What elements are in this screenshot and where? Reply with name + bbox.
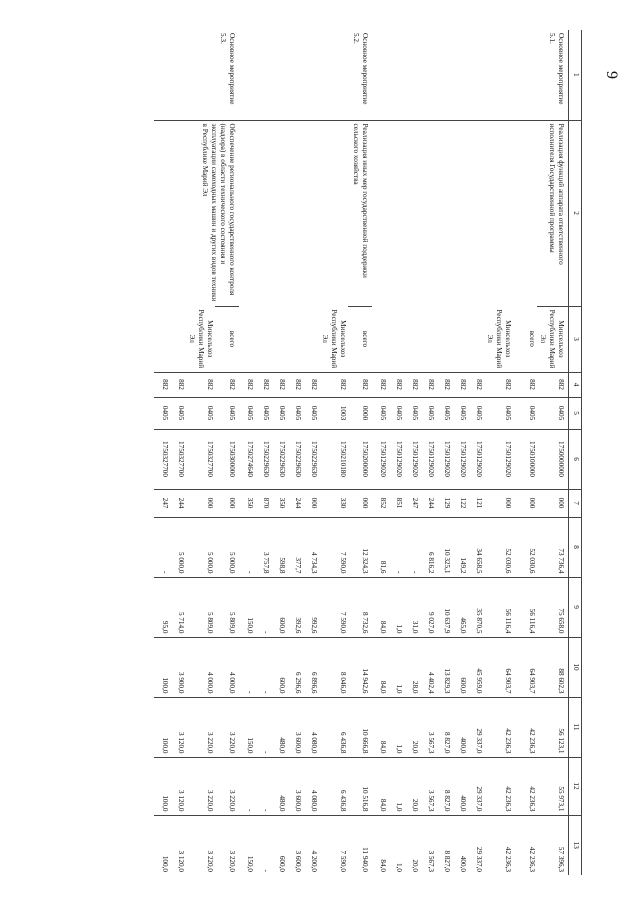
budget-code-cell: 882 [215, 372, 239, 397]
amount-cell: 20,0 [404, 815, 420, 875]
budget-code-cell: 852 [372, 489, 388, 517]
column-number-header: 5 [569, 397, 582, 429]
budget-code-cell: 1750129020 [372, 429, 388, 489]
executor-cell: всего [348, 306, 372, 372]
budget-code-cell: 882 [186, 372, 215, 397]
budget-code-cell: 000 [348, 489, 372, 517]
budget-code-cell: 350 [271, 489, 287, 517]
column-number-header: 10 [569, 637, 582, 697]
executor-cell [271, 306, 287, 372]
amount-cell: 45 959,0 [468, 637, 484, 697]
executor-cell [388, 306, 404, 372]
amount-cell: 10 325,1 [436, 517, 452, 577]
budget-code-cell: 882 [303, 372, 319, 397]
budget-code-cell: 0405 [271, 397, 287, 429]
amount-cell: 9 027,0 [420, 577, 436, 637]
budget-code-cell: 0405 [452, 397, 468, 429]
amount-cell: 100,0 [154, 815, 170, 875]
amount-cell: - [239, 517, 255, 577]
budget-code-cell: 1750327700 [186, 429, 215, 489]
amount-cell: 3 220,0 [215, 697, 239, 757]
amount-cell: 3 120,0 [170, 697, 186, 757]
budget-code-cell: 882 [404, 372, 420, 397]
budget-code-cell: 122 [452, 489, 468, 517]
budget-code-cell: 129 [436, 489, 452, 517]
column-number-header: 7 [569, 489, 582, 517]
budget-code-cell: 1750129020 [468, 429, 484, 489]
budget-code-cell: 1003 [319, 397, 348, 429]
amount-cell: 84,0 [372, 637, 388, 697]
executor-cell: Минсельхоз Республики Марий Эл [486, 309, 512, 369]
amount-cell: 84,0 [372, 757, 388, 815]
budget-code-cell: 882 [372, 372, 388, 397]
amount-cell: 4 734,3 [303, 517, 319, 577]
column-number-header: 2 [569, 120, 582, 306]
amount-cell: 20,0 [404, 697, 420, 757]
amount-cell: 7 590,0 [319, 815, 348, 875]
amount-cell: 4 000,0 [215, 637, 239, 697]
amount-cell: 6 816,2 [420, 517, 436, 577]
amount-cell: 4 000,0 [186, 637, 215, 697]
budget-code-cell: 870 [255, 489, 271, 517]
executor-cell [468, 306, 484, 372]
budget-code-cell: 244 [420, 489, 436, 517]
table-row [348, 30, 372, 875]
executor-cell [303, 306, 319, 372]
amount-cell: 3 220,0 [186, 697, 215, 757]
budget-code-cell: 1750274640 [239, 429, 255, 489]
amount-cell: - [255, 577, 271, 637]
amount-cell: 8 046,0 [319, 637, 348, 697]
budget-code-cell: 000 [186, 489, 215, 517]
budget-code-cell: 882 [287, 372, 303, 397]
amount-cell: 56 116,4 [484, 577, 513, 637]
amount-cell: 1,0 [388, 577, 404, 637]
amount-cell: 5 714,0 [170, 577, 186, 637]
amount-cell: 4 402,4 [420, 637, 436, 697]
amount-cell: 1,0 [388, 815, 404, 875]
table-row [215, 30, 239, 875]
amount-cell: - [239, 757, 255, 815]
amount-cell: 150,0 [239, 577, 255, 637]
amount-cell: 3 600,0 [287, 697, 303, 757]
amount-cell: - [404, 517, 420, 577]
amount-cell: 14 942,6 [348, 637, 372, 697]
budget-code-cell: 1750129020 [484, 429, 513, 489]
amount-cell: 3 220,0 [186, 757, 215, 815]
amount-cell: 8 732,6 [348, 577, 372, 637]
amount-cell: 6 436,8 [319, 697, 348, 757]
amount-cell: 5 809,0 [215, 577, 239, 637]
amount-cell: 3 220,0 [215, 757, 239, 815]
rotated-sheet [122, 30, 582, 875]
budget-code-cell: 882 [239, 372, 255, 397]
executor-cell [170, 306, 186, 372]
amount-cell: 100,0 [154, 697, 170, 757]
amount-cell: 73 736,4 [537, 517, 569, 577]
budget-table [154, 30, 582, 875]
amount-cell: 81,6 [372, 517, 388, 577]
amount-cell: 480,0 [271, 697, 287, 757]
amount-cell: 20,0 [404, 757, 420, 815]
budget-code-cell: 882 [271, 372, 287, 397]
amount-cell: 600,0 [271, 815, 287, 875]
table-body [154, 30, 569, 875]
budget-code-cell: 0405 [287, 397, 303, 429]
budget-code-cell: 0405 [388, 397, 404, 429]
budget-code-cell: 350 [239, 489, 255, 517]
amount-cell: 75 658,0 [537, 577, 569, 637]
budget-code-cell: 882 [388, 372, 404, 397]
executor-cell: всего [528, 330, 536, 347]
budget-code-cell: 1750000000 [537, 429, 569, 489]
budget-code-cell: 0405 [537, 397, 569, 429]
budget-code-cell: 0405 [513, 397, 537, 429]
amount-cell: 465,0 [452, 577, 468, 637]
amount-cell: 29 337,0 [468, 757, 484, 815]
budget-code-cell: 0405 [239, 397, 255, 429]
budget-code-cell: 882 [537, 372, 569, 397]
measure-name-cell: Реализация иных мер государственной поддержки сельского хозяйства [239, 120, 372, 306]
amount-cell: 11 940,0 [348, 815, 372, 875]
amount-cell: 42 236,3 [513, 815, 537, 875]
measure-name-cell: Обеспечение регионального государственного контроля (надзора) в области технического состояния и эксплуатации самоходных машин и других видов техники в Республике Марий Эл [154, 120, 239, 306]
amount-cell: 392,6 [287, 577, 303, 637]
budget-code-cell: 0405 [420, 397, 436, 429]
amount-cell: 3 567,3 [420, 815, 436, 875]
amount-cell: 29 337,0 [468, 815, 484, 875]
column-number-header: 9 [569, 577, 582, 637]
budget-code-cell: 330 [319, 489, 348, 517]
budget-code-cell: 1750229630 [287, 429, 303, 489]
budget-code-cell: 000 [537, 489, 569, 517]
amount-cell: 42 236,3 [484, 815, 513, 875]
amount-cell: 3 120,0 [170, 757, 186, 815]
amount-cell: 6 296,6 [287, 637, 303, 697]
budget-code-cell: 1750229630 [255, 429, 271, 489]
rotated-table-wrapper [122, 30, 582, 875]
amount-cell: 149,2 [452, 517, 468, 577]
executor-cell: Минсельхоз Республики Марий Эл [188, 309, 214, 369]
budget-code-cell: 0405 [436, 397, 452, 429]
amount-cell: 100,0 [154, 757, 170, 815]
executor-cell [452, 306, 468, 372]
amount-cell: 150,0 [239, 815, 255, 875]
amount-cell: 13 829,3 [436, 637, 452, 697]
amount-cell: 1,0 [388, 637, 404, 697]
budget-code-cell: 1750300000 [215, 429, 239, 489]
budget-code-cell: 0405 [484, 397, 513, 429]
measure-name-cell: Реализация функций аппарата ответственного исполнителя Государственной программы [372, 120, 569, 306]
executor-cell [154, 306, 170, 372]
column-number-header: 4 [569, 372, 582, 397]
amount-cell: 7 590,0 [319, 577, 348, 637]
amount-cell: 5 000,0 [186, 517, 215, 577]
amount-cell: 42 236,3 [513, 757, 537, 815]
budget-code-cell: 882 [484, 372, 513, 397]
amount-cell: 8 827,0 [436, 815, 452, 875]
budget-code-cell: 244 [170, 489, 186, 517]
column-number-header: 8 [569, 517, 582, 577]
amount-cell: 42 236,3 [513, 697, 537, 757]
amount-cell: 3 220,0 [186, 815, 215, 875]
amount-cell: 35 870,5 [468, 577, 484, 637]
amount-cell: 3 567,3 [420, 697, 436, 757]
executor-cell [255, 306, 271, 372]
budget-code-cell: 1750327700 [170, 429, 186, 489]
budget-code-cell: 882 [513, 372, 537, 397]
budget-code-cell: 882 [420, 372, 436, 397]
amount-cell: - [255, 697, 271, 757]
amount-cell: 64 903,7 [484, 637, 513, 697]
budget-code-cell: 1750129020 [404, 429, 420, 489]
amount-cell: 5 000,0 [215, 517, 239, 577]
budget-code-cell: 0405 [372, 397, 388, 429]
amount-cell: 1,0 [388, 697, 404, 757]
budget-code-cell: 000 [303, 489, 319, 517]
amount-cell: 5 000,0 [170, 517, 186, 577]
amount-cell: 84,0 [372, 577, 388, 637]
amount-cell: 4 200,0 [303, 815, 319, 875]
amount-cell: 400,0 [452, 697, 468, 757]
budget-code-cell: 000 [484, 489, 513, 517]
amount-cell: 3 567,3 [420, 757, 436, 815]
budget-code-cell: 851 [388, 489, 404, 517]
measure-code-cell: Основное мероприятие 5.2. [352, 33, 369, 105]
column-number-header: 13 [569, 815, 582, 875]
budget-code-cell: 882 [255, 372, 271, 397]
budget-code-cell: 244 [287, 489, 303, 517]
budget-code-cell: 882 [468, 372, 484, 397]
amount-cell: 52 030,6 [484, 517, 513, 577]
budget-code-cell: 1750229630 [303, 429, 319, 489]
budget-code-cell: 0000 [348, 397, 372, 429]
executor-cell: Минсельхоз Республики Марий Эл [537, 306, 569, 372]
budget-code-cell: 1750229630 [271, 429, 287, 489]
amount-cell: 6 896,6 [303, 637, 319, 697]
budget-code-cell: 1750210180 [319, 429, 348, 489]
column-number-row [569, 30, 582, 875]
amount-cell: 150,0 [239, 697, 255, 757]
page-number: 9 [603, 71, 620, 79]
budget-code-cell: 1750200000 [348, 429, 372, 489]
amount-cell: 3 600,0 [287, 757, 303, 815]
amount-cell: 992,6 [303, 577, 319, 637]
amount-cell: 28,0 [404, 637, 420, 697]
budget-code-cell: 000 [215, 489, 239, 517]
budget-code-cell: 121 [468, 489, 484, 517]
budget-code-cell: 0405 [468, 397, 484, 429]
amount-cell: 56 123,1 [537, 697, 569, 757]
budget-code-cell: 1750129020 [436, 429, 452, 489]
amount-cell: 55 973,1 [537, 757, 569, 815]
budget-code-cell: 882 [319, 372, 348, 397]
amount-cell: 600,0 [271, 637, 287, 697]
amount-cell: 598,8 [271, 517, 287, 577]
measure-code-cell: Основное мероприятие 5.3. [219, 33, 236, 105]
budget-code-cell: 0405 [303, 397, 319, 429]
amount-cell: 4 080,0 [303, 697, 319, 757]
table-row [537, 30, 569, 875]
budget-code-cell: 882 [436, 372, 452, 397]
amount-cell: 10 637,9 [436, 577, 452, 637]
amount-cell: 3 120,0 [170, 815, 186, 875]
executor-cell [287, 306, 303, 372]
amount-cell: 4 080,0 [303, 757, 319, 815]
column-number-header: 3 [569, 306, 582, 372]
amount-cell: 10 516,8 [348, 757, 372, 815]
amount-cell: 42 236,3 [484, 697, 513, 757]
amount-cell: 34 658,5 [468, 517, 484, 577]
amount-cell: 8 827,0 [436, 757, 452, 815]
column-number-header: 11 [569, 697, 582, 757]
amount-cell: 600,0 [271, 577, 287, 637]
amount-cell: 57 396,3 [537, 815, 569, 875]
amount-cell: 42 236,3 [484, 757, 513, 815]
amount-cell: 84,0 [372, 815, 388, 875]
budget-code-cell: 000 [513, 489, 537, 517]
amount-cell: 88 602,3 [537, 637, 569, 697]
amount-cell: 10 666,8 [348, 697, 372, 757]
budget-code-cell: 247 [154, 489, 170, 517]
amount-cell: - [388, 517, 404, 577]
amount-cell: 400,0 [452, 815, 468, 875]
amount-cell: 3 220,0 [215, 815, 239, 875]
budget-code-cell: 882 [170, 372, 186, 397]
amount-cell: 480,0 [271, 757, 287, 815]
amount-cell: 600,0 [452, 637, 468, 697]
budget-code-cell: 1750327700 [154, 429, 170, 489]
amount-cell: 29 337,0 [468, 697, 484, 757]
budget-code-cell: 1750100000 [513, 429, 537, 489]
amount-cell: 377,7 [287, 517, 303, 577]
amount-cell: 6 436,8 [319, 757, 348, 815]
executor-cell [372, 306, 388, 372]
amount-cell: - [239, 637, 255, 697]
amount-cell: 7 590,0 [319, 517, 348, 577]
amount-cell: 3 600,0 [287, 815, 303, 875]
budget-code-cell: 0405 [170, 397, 186, 429]
budget-code-cell: 0405 [255, 397, 271, 429]
amount-cell: 12 324,3 [348, 517, 372, 577]
budget-code-cell: 0405 [404, 397, 420, 429]
amount-cell: - [255, 815, 271, 875]
amount-cell: 1,0 [388, 757, 404, 815]
amount-cell: 84,0 [372, 697, 388, 757]
executor-cell [404, 306, 420, 372]
amount-cell: 3 757,8 [255, 517, 271, 577]
amount-cell: - [255, 637, 271, 697]
executor-cell: всего [215, 306, 239, 372]
amount-cell: 5 809,0 [186, 577, 215, 637]
budget-code-cell: 0405 [154, 397, 170, 429]
executor-cell: Минсельхоз Республики Марий Эл [321, 309, 347, 369]
measure-code-cell: Основное мероприятие 5.1. [548, 33, 565, 105]
executor-cell [420, 306, 436, 372]
amount-cell: 52 030,6 [513, 517, 537, 577]
budget-code-cell: 0405 [215, 397, 239, 429]
budget-code-cell: 1750129020 [452, 429, 468, 489]
column-number-header: 6 [569, 429, 582, 489]
budget-code-cell: 1750129020 [420, 429, 436, 489]
column-number-header: 1 [569, 30, 582, 120]
amount-cell: 100,0 [154, 637, 170, 697]
amount-cell: 56 116,4 [513, 577, 537, 637]
amount-cell: - [154, 517, 170, 577]
budget-code-cell: 247 [404, 489, 420, 517]
amount-cell: 31,0 [404, 577, 420, 637]
amount-cell: 95,0 [154, 577, 170, 637]
amount-cell: 8 827,0 [436, 697, 452, 757]
amount-cell: 64 903,7 [513, 637, 537, 697]
budget-code-cell: 882 [348, 372, 372, 397]
budget-code-cell: 882 [154, 372, 170, 397]
amount-cell: 3 900,0 [170, 637, 186, 697]
budget-code-cell: 882 [452, 372, 468, 397]
amount-cell: 400,0 [452, 757, 468, 815]
column-number-header: 12 [569, 757, 582, 815]
executor-cell [239, 306, 255, 372]
budget-code-cell: 0405 [186, 397, 215, 429]
budget-code-cell: 1750129020 [388, 429, 404, 489]
executor-cell [436, 306, 452, 372]
amount-cell: - [255, 757, 271, 815]
